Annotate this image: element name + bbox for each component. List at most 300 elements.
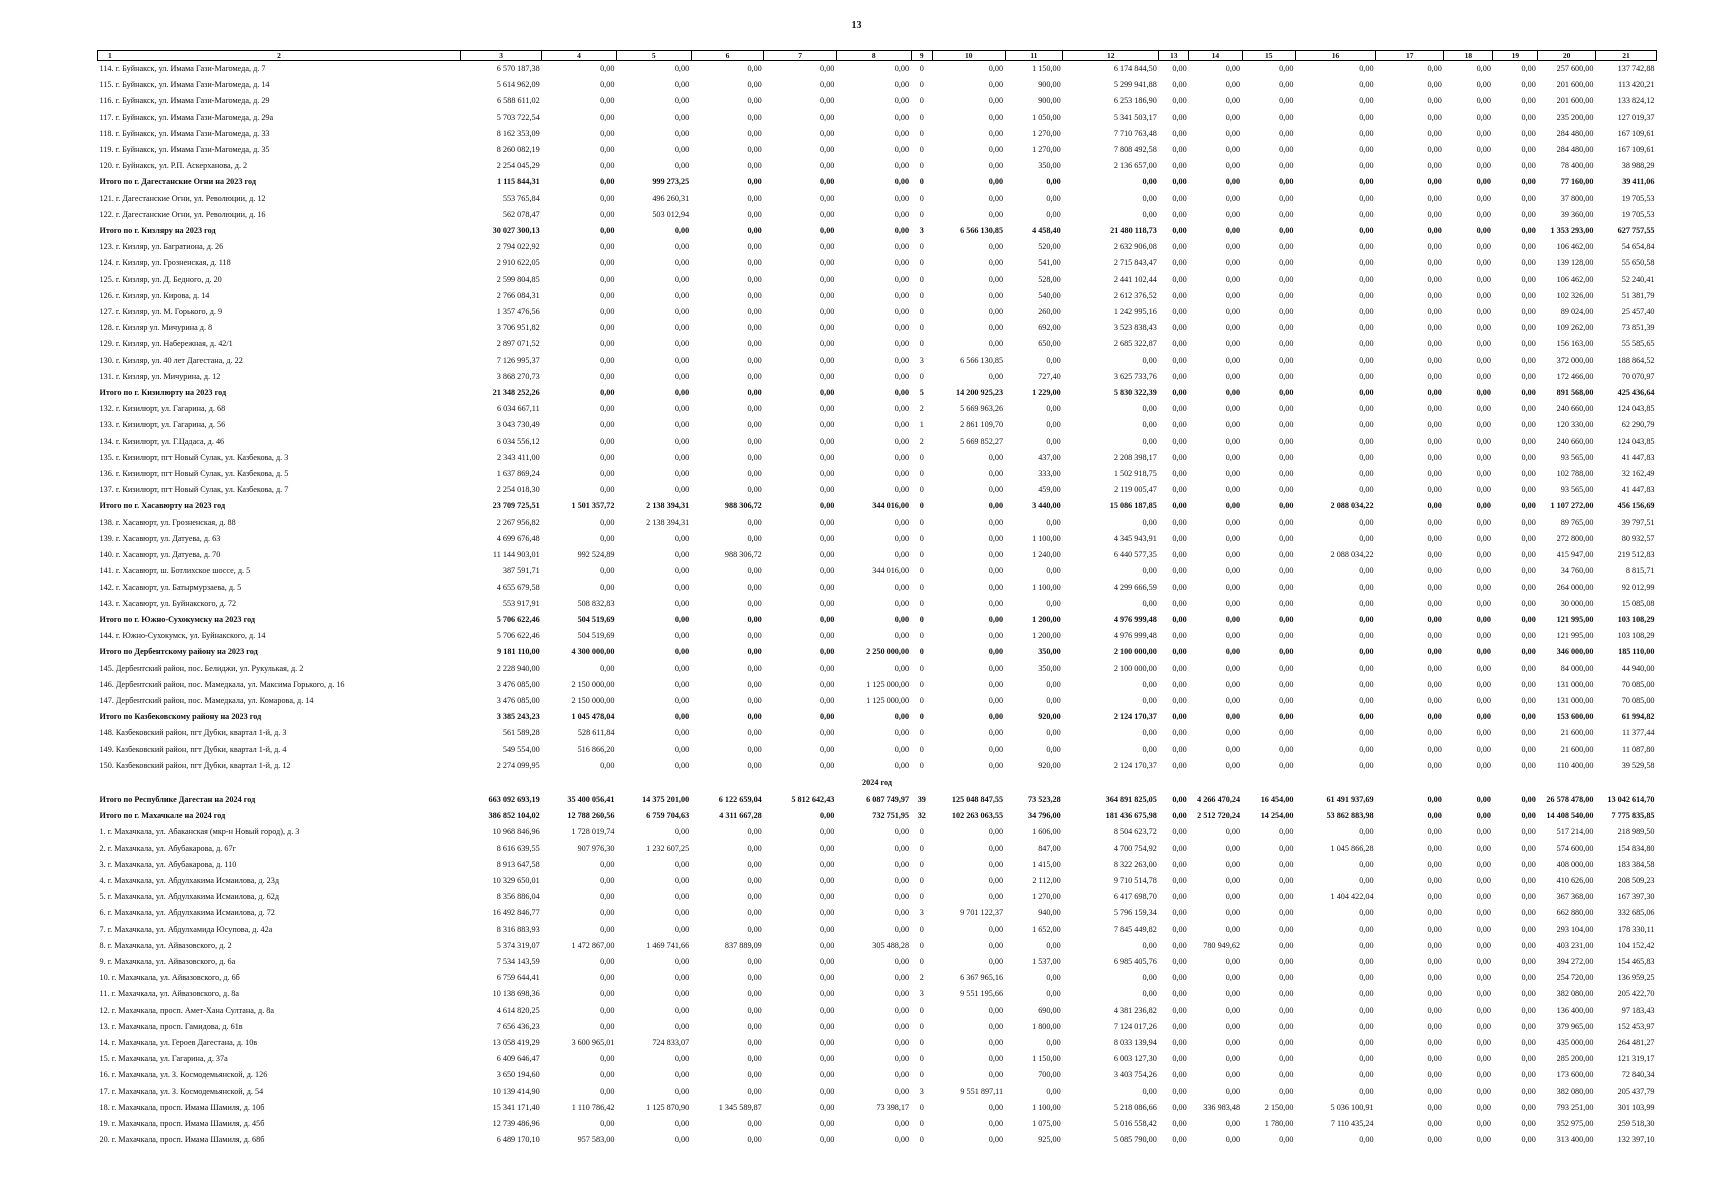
amount-cell: 21 480 118,73 xyxy=(1110,226,1157,236)
amount-cell: 0,00 xyxy=(1476,1037,1491,1047)
amount-cell: 0,00 xyxy=(600,404,615,414)
count-cell: 0 xyxy=(919,1005,924,1015)
amount-cell: 0,00 xyxy=(894,614,910,624)
amount-cell: 293 104,00 xyxy=(1556,924,1594,934)
amount-cell: 0,00 xyxy=(1279,859,1294,869)
amount-cell: 992 524,89 xyxy=(577,550,615,560)
table-row xyxy=(98,450,1657,466)
amount-cell: 0,00 xyxy=(1225,436,1241,446)
amount-cell: 0,00 xyxy=(600,307,615,317)
amount-cell: 0,00 xyxy=(1046,744,1061,754)
amount-cell: 35 400 056,41 xyxy=(567,794,615,804)
amount-cell: 1 242 995,16 xyxy=(1113,307,1157,317)
page-number: 13 xyxy=(851,20,862,31)
amount-cell: 0,00 xyxy=(1225,128,1241,138)
amount-cell: 2 112,00 xyxy=(1032,875,1061,885)
amount-cell: 103 108,29 xyxy=(1617,614,1655,624)
amount-cell: 137 742,88 xyxy=(1617,64,1655,73)
amount-cell: 0,00 xyxy=(820,859,835,869)
table-row xyxy=(98,905,1657,921)
amount-cell: 102 326,00 xyxy=(1556,290,1594,300)
amount-cell: 0,00 xyxy=(1521,1119,1536,1128)
amount-cell: 0,00 xyxy=(1279,290,1294,300)
amount-cell: 0,00 xyxy=(894,1070,910,1080)
amount-cell: 12 788 260,56 xyxy=(567,811,615,821)
amount-cell: 0,00 xyxy=(820,811,835,821)
amount-cell: 5 812 642,43 xyxy=(791,794,835,804)
amount-cell: 0,00 xyxy=(820,744,835,754)
amount-cell: 15 086 187,85 xyxy=(1109,501,1157,511)
amount-cell: 1 229,00 xyxy=(1032,388,1061,398)
amount-cell: 0,00 xyxy=(600,209,615,219)
address-cell: 150. Казбековский район, пгт Дубки, квартал 1-й, д. 12 xyxy=(99,760,291,770)
amount-cell: 12 739 486,96 xyxy=(492,1119,540,1128)
amount-cell: 106 462,00 xyxy=(1556,242,1594,252)
count-cell: 3 xyxy=(919,355,924,365)
amount-cell: 208 509,23 xyxy=(1617,875,1655,885)
amount-cell: 0,00 xyxy=(1521,956,1536,966)
column-header-8: 8 xyxy=(836,51,911,61)
amount-cell: 0,00 xyxy=(1279,940,1294,950)
amount-cell: 14 200 925,23 xyxy=(955,388,1004,398)
amount-cell: 80 932,57 xyxy=(1621,533,1655,543)
amount-cell: 520,00 xyxy=(1038,242,1061,252)
amount-cell: 93 565,00 xyxy=(1560,485,1594,495)
amount-cell: 0,00 xyxy=(1172,940,1187,950)
amount-cell: 0,00 xyxy=(600,1070,615,1080)
amount-cell: 0,00 xyxy=(1172,989,1187,999)
amount-cell: 0,00 xyxy=(820,956,835,966)
column-header-17: 17 xyxy=(1376,51,1444,61)
amount-cell: 0,00 xyxy=(674,1070,690,1080)
amount-cell: 0,00 xyxy=(1279,598,1294,608)
count-cell: 0 xyxy=(919,501,924,511)
amount-cell: 3 476 085,00 xyxy=(496,679,540,689)
amount-cell: 4 381 236,82 xyxy=(1113,1005,1157,1015)
amount-cell: 0,00 xyxy=(1359,647,1374,657)
count-cell: 0 xyxy=(919,744,924,754)
amount-cell: 0,00 xyxy=(1427,436,1442,446)
amount-cell: 0,00 xyxy=(1172,517,1187,527)
amount-cell: 0,00 xyxy=(820,728,835,738)
amount-cell: 0,00 xyxy=(1225,339,1241,349)
amount-cell: 0,00 xyxy=(820,1102,835,1112)
amount-cell: 700,00 xyxy=(1038,1070,1061,1080)
amount-cell: 0,00 xyxy=(600,956,615,966)
amount-cell: 0,00 xyxy=(1172,501,1187,511)
amount-cell: 41 447,83 xyxy=(1621,485,1655,495)
amount-cell: 0,00 xyxy=(747,973,762,983)
amount-cell: 0,00 xyxy=(1427,875,1442,885)
amount-cell: 0,00 xyxy=(1279,712,1294,722)
amount-cell: 0,00 xyxy=(1225,1021,1241,1031)
amount-cell: 1 115 844,31 xyxy=(497,177,540,187)
table-row xyxy=(98,1116,1657,1132)
count-cell: 0 xyxy=(919,274,924,284)
amount-cell: 0,00 xyxy=(1427,924,1442,934)
amount-cell: 0,00 xyxy=(820,1054,835,1064)
amount-cell: 0,00 xyxy=(747,598,762,608)
amount-cell: 0,00 xyxy=(1172,226,1187,236)
amount-cell: 4 311 667,28 xyxy=(719,811,762,821)
amount-cell: 0,00 xyxy=(1225,875,1241,885)
column-header-11: 11 xyxy=(1005,51,1063,61)
amount-cell: 0,00 xyxy=(747,307,762,317)
amount-cell: 0,00 xyxy=(1142,177,1157,187)
amount-cell: 0,00 xyxy=(1046,695,1061,705)
amount-cell: 0,00 xyxy=(988,760,1004,770)
amount-cell: 62 290,79 xyxy=(1621,420,1655,430)
amount-cell: 0,00 xyxy=(747,209,762,219)
amount-cell: 102 788,00 xyxy=(1556,469,1594,479)
amount-cell: 0,00 xyxy=(747,355,762,365)
count-cell: 0 xyxy=(919,323,924,333)
count-cell: 0 xyxy=(919,827,924,837)
amount-cell: 0,00 xyxy=(988,1037,1004,1047)
amount-cell: 0,00 xyxy=(820,1021,835,1031)
amount-cell: 37 800,00 xyxy=(1560,193,1594,203)
amount-cell: 0,00 xyxy=(1279,647,1294,657)
amount-cell: 0,00 xyxy=(1279,1005,1294,1015)
amount-cell: 0,00 xyxy=(1476,64,1491,73)
count-cell: 0 xyxy=(919,258,924,268)
amount-cell: 0,00 xyxy=(1521,533,1536,543)
amount-cell: 0,00 xyxy=(1427,242,1442,252)
amount-cell: 0,00 xyxy=(747,924,762,934)
amount-cell: 1 200,00 xyxy=(1032,614,1061,624)
amount-cell: 0,00 xyxy=(1476,1021,1491,1031)
amount-cell: 0,00 xyxy=(1172,371,1187,381)
amount-cell: 0,00 xyxy=(1172,307,1187,317)
amount-cell: 0,00 xyxy=(820,64,835,73)
amount-cell: 0,00 xyxy=(1427,177,1442,187)
amount-cell: 0,00 xyxy=(1427,712,1442,722)
address-cell: 17. г. Махачкала, ул. З. Космодемьянской, д. 54 xyxy=(99,1086,264,1096)
amount-cell: 4 700 754,92 xyxy=(1113,843,1157,853)
amount-cell: 0,00 xyxy=(1476,550,1491,560)
amount-cell: 0,00 xyxy=(1172,827,1187,837)
amount-cell: 8 504 623,72 xyxy=(1113,827,1157,837)
table-row xyxy=(98,596,1657,612)
amount-cell: 0,00 xyxy=(1521,811,1536,821)
amount-cell: 0,00 xyxy=(1476,1070,1491,1080)
amount-cell: 0,00 xyxy=(820,614,835,624)
amount-cell: 0,00 xyxy=(1476,404,1491,414)
amount-cell: 1 501 357,72 xyxy=(571,501,615,511)
amount-cell: 0,00 xyxy=(820,307,835,317)
amount-cell: 0,00 xyxy=(820,843,835,853)
amount-cell: 0,00 xyxy=(1279,989,1294,999)
amount-cell: 32 162,49 xyxy=(1621,469,1655,479)
amount-cell: 0,00 xyxy=(988,744,1004,754)
amount-cell: 0,00 xyxy=(674,226,690,236)
amount-cell: 0,00 xyxy=(1172,80,1187,90)
amount-cell: 0,00 xyxy=(1521,679,1536,689)
address-cell: Итого по г. Кизляру на 2023 год xyxy=(99,226,216,236)
table-row xyxy=(98,255,1657,271)
amount-cell: 0,00 xyxy=(747,859,762,869)
amount-cell: 0,00 xyxy=(1225,989,1241,999)
amount-cell: 0,00 xyxy=(1359,469,1374,479)
amount-cell: 8 356 886,04 xyxy=(496,892,540,902)
amount-cell: 0,00 xyxy=(1359,323,1374,333)
amount-cell: 0,00 xyxy=(1279,1070,1294,1080)
table-row xyxy=(98,1132,1657,1148)
amount-cell: 121 319,17 xyxy=(1617,1054,1655,1064)
amount-cell: 516 866,20 xyxy=(577,744,615,754)
amount-cell: 0,00 xyxy=(1427,209,1442,219)
amount-cell: 0,00 xyxy=(747,1054,762,1064)
amount-cell: 900,00 xyxy=(1038,80,1061,90)
amount-cell: 0,00 xyxy=(988,598,1004,608)
amount-cell: 0,00 xyxy=(894,64,910,73)
amount-cell: 0,00 xyxy=(1279,323,1294,333)
amount-cell: 0,00 xyxy=(894,760,910,770)
amount-cell: 459,00 xyxy=(1038,485,1061,495)
amount-cell: 0,00 xyxy=(1427,728,1442,738)
table-row xyxy=(98,401,1657,417)
table-row xyxy=(98,954,1657,970)
amount-cell: 0,00 xyxy=(988,339,1004,349)
amount-cell: 0,00 xyxy=(747,469,762,479)
count-cell: 0 xyxy=(919,1119,924,1128)
amount-cell: 0,00 xyxy=(600,436,615,446)
count-cell: 0 xyxy=(919,892,924,902)
amount-cell: 6 122 659,04 xyxy=(718,794,762,804)
amount-cell: 0,00 xyxy=(600,128,615,138)
amount-cell: 0,00 xyxy=(894,388,910,398)
amount-cell: 52 240,41 xyxy=(1621,274,1655,284)
section-year-label: 2024 год xyxy=(862,777,892,787)
amount-cell: 1 415,00 xyxy=(1032,859,1061,869)
amount-cell: 0,00 xyxy=(988,1119,1004,1128)
amount-cell: 0,00 xyxy=(894,989,910,999)
amount-cell: 0,00 xyxy=(1476,112,1491,122)
table-row xyxy=(98,1035,1657,1051)
amount-cell: 0,00 xyxy=(1521,307,1536,317)
amount-cell: 0,00 xyxy=(1476,875,1491,885)
amount-cell: 0,00 xyxy=(1476,1005,1491,1015)
table-row xyxy=(98,1019,1657,1035)
table-row xyxy=(98,889,1657,905)
amount-cell: 0,00 xyxy=(600,533,615,543)
amount-cell: 8 616 639,55 xyxy=(496,843,540,853)
amount-cell: 313 400,00 xyxy=(1556,1135,1594,1145)
amount-cell: 0,00 xyxy=(894,1005,910,1015)
amount-cell: 1 045 866,28 xyxy=(1330,843,1374,853)
count-cell: 0 xyxy=(919,728,924,738)
amount-cell: 77 160,00 xyxy=(1560,177,1594,187)
amount-cell: 0,00 xyxy=(894,80,910,90)
amount-cell: 0,00 xyxy=(1359,80,1374,90)
amount-cell: 188 864,52 xyxy=(1617,355,1655,365)
amount-cell: 0,00 xyxy=(1046,193,1061,203)
table-row xyxy=(98,142,1657,158)
amount-cell: 14 408 540,00 xyxy=(1546,811,1594,821)
amount-cell: 4 614 820,25 xyxy=(496,1005,540,1015)
amount-cell: 2 136 657,00 xyxy=(1113,161,1157,171)
amount-cell: 0,00 xyxy=(1279,760,1294,770)
count-cell: 3 xyxy=(919,226,924,236)
amount-cell: 0,00 xyxy=(1142,728,1157,738)
amount-cell: 0,00 xyxy=(1476,371,1491,381)
amount-cell: 0,00 xyxy=(674,760,690,770)
amount-cell: 692,00 xyxy=(1038,323,1061,333)
amount-cell: 0,00 xyxy=(1172,388,1187,398)
amount-cell: 0,00 xyxy=(600,924,615,934)
amount-cell: 0,00 xyxy=(1172,112,1187,122)
amount-cell: 0,00 xyxy=(1225,1005,1241,1015)
table-row xyxy=(98,191,1657,207)
amount-cell: 0,00 xyxy=(674,258,690,268)
column-number-row xyxy=(98,51,1657,61)
column-header-9: 9 xyxy=(911,51,932,61)
address-cell: 117. г. Буйнакск, ул. Имама Гази-Магомеда, д. 29а xyxy=(99,112,274,122)
amount-cell: 0,00 xyxy=(1427,307,1442,317)
amount-cell: 0,00 xyxy=(600,892,615,902)
amount-cell: 0,00 xyxy=(820,404,835,414)
amount-cell: 0,00 xyxy=(747,582,762,592)
amount-cell: 435 000,00 xyxy=(1556,1037,1594,1047)
amount-cell: 2 124 170,37 xyxy=(1113,712,1157,722)
amount-cell: 3 043 730,49 xyxy=(496,420,540,430)
amount-cell: 5 669 963,26 xyxy=(960,404,1004,414)
amount-cell: 0,00 xyxy=(1521,193,1536,203)
amount-cell: 0,00 xyxy=(1279,566,1294,576)
amount-cell: 0,00 xyxy=(1476,892,1491,902)
amount-cell: 0,00 xyxy=(1225,64,1241,73)
address-cell: 135. г. Кизилюрт, пгт Новый Сулак, ул. Казбекова, д. 3 xyxy=(99,452,289,462)
amount-cell: 0,00 xyxy=(674,908,690,918)
count-cell: 2 xyxy=(919,436,924,446)
amount-cell: 0,00 xyxy=(1142,598,1157,608)
amount-cell: 0,00 xyxy=(674,1135,690,1145)
amount-cell: 0,00 xyxy=(1427,1037,1442,1047)
amount-cell: 0,00 xyxy=(1279,96,1294,106)
count-cell: 3 xyxy=(919,989,924,999)
amount-cell: 0,00 xyxy=(1476,339,1491,349)
amount-cell: 0,00 xyxy=(820,566,835,576)
amount-cell: 0,00 xyxy=(1427,908,1442,918)
amount-cell: 0,00 xyxy=(1427,80,1442,90)
amount-cell: 0,00 xyxy=(1279,695,1294,705)
table-row xyxy=(98,320,1657,336)
count-cell: 0 xyxy=(919,128,924,138)
amount-cell: 0,00 xyxy=(674,695,690,705)
amount-cell: 15 341 171,40 xyxy=(492,1102,540,1112)
amount-cell: 0,00 xyxy=(1279,827,1294,837)
amount-cell: 0,00 xyxy=(988,956,1004,966)
amount-cell: 0,00 xyxy=(1521,517,1536,527)
amount-cell: 0,00 xyxy=(1476,1102,1491,1112)
table-row xyxy=(98,158,1657,174)
amount-cell: 6 588 611,02 xyxy=(497,96,540,106)
amount-cell: 110 400,00 xyxy=(1556,760,1594,770)
amount-cell: 55 650,58 xyxy=(1621,258,1655,268)
amount-cell: 5 614 962,09 xyxy=(496,80,540,90)
amount-cell: 0,00 xyxy=(820,420,835,430)
amount-cell: 0,00 xyxy=(1427,760,1442,770)
amount-cell: 0,00 xyxy=(674,956,690,966)
amount-cell: 0,00 xyxy=(1225,679,1241,689)
amount-cell: 0,00 xyxy=(1359,760,1374,770)
amount-cell: 9 701 122,37 xyxy=(960,908,1004,918)
amount-cell: 127 019,37 xyxy=(1617,112,1655,122)
amount-cell: 344 016,00 xyxy=(872,566,910,576)
amount-cell: 0,00 xyxy=(894,355,910,365)
amount-cell: 0,00 xyxy=(1359,274,1374,284)
amount-cell: 0,00 xyxy=(820,242,835,252)
amount-cell: 0,00 xyxy=(1521,973,1536,983)
amount-cell: 0,00 xyxy=(600,323,615,333)
amount-cell: 0,00 xyxy=(1476,695,1491,705)
amount-cell: 0,00 xyxy=(1225,517,1241,527)
amount-cell: 11 377,44 xyxy=(1622,728,1655,738)
amount-cell: 0,00 xyxy=(1172,258,1187,268)
table-row xyxy=(98,434,1657,450)
amount-cell: 0,00 xyxy=(894,1135,910,1145)
column-header-19: 19 xyxy=(1493,51,1538,61)
amount-cell: 0,00 xyxy=(988,290,1004,300)
amount-cell: 0,00 xyxy=(747,1135,762,1145)
address-cell: 129. г. Кизляр, ул. Набережная, д. 42/1 xyxy=(99,339,233,349)
amount-cell: 0,00 xyxy=(1521,647,1536,657)
amount-cell: 0,00 xyxy=(1225,712,1241,722)
amount-cell: 0,00 xyxy=(1046,355,1061,365)
amount-cell: 54 654,84 xyxy=(1621,242,1655,252)
amount-cell: 0,00 xyxy=(600,80,615,90)
amount-cell: 0,00 xyxy=(1476,274,1491,284)
amount-cell: 0,00 xyxy=(894,290,910,300)
amount-cell: 0,00 xyxy=(1427,744,1442,754)
amount-cell: 0,00 xyxy=(600,1054,615,1064)
amount-cell: 0,00 xyxy=(674,80,690,90)
amount-cell: 14 254,00 xyxy=(1260,811,1294,821)
amount-cell: 0,00 xyxy=(600,161,615,171)
amount-cell: 8 316 883,93 xyxy=(496,924,540,934)
amount-cell: 1 107 272,00 xyxy=(1550,501,1594,511)
amount-cell: 0,00 xyxy=(1521,989,1536,999)
amount-cell: 0,00 xyxy=(894,242,910,252)
amount-cell: 920,00 xyxy=(1038,712,1061,722)
amount-cell: 0,00 xyxy=(674,323,690,333)
amount-cell: 0,00 xyxy=(1476,517,1491,527)
amount-cell: 0,00 xyxy=(1172,631,1187,641)
amount-cell: 0,00 xyxy=(894,973,910,983)
amount-cell: 139 128,00 xyxy=(1556,258,1594,268)
amount-cell: 78 400,00 xyxy=(1560,161,1594,171)
amount-cell: 0,00 xyxy=(1476,485,1491,495)
amount-cell: 1 075,00 xyxy=(1032,1119,1061,1128)
amount-cell: 6 003 127,30 xyxy=(1113,1054,1157,1064)
amount-cell: 3 385 243,23 xyxy=(496,712,540,722)
amount-cell: 0,00 xyxy=(1172,339,1187,349)
count-cell: 0 xyxy=(919,924,924,934)
table-row xyxy=(98,986,1657,1002)
amount-cell: 3 650 194,60 xyxy=(496,1070,540,1080)
address-cell: Итого по г. Хасавюрту на 2023 год xyxy=(99,501,226,511)
amount-cell: 0,00 xyxy=(1476,355,1491,365)
amount-cell: 0,00 xyxy=(894,452,910,462)
amount-cell: 1 780,00 xyxy=(1264,1119,1294,1128)
table-row xyxy=(98,77,1657,93)
amount-cell: 0,00 xyxy=(1225,1037,1241,1047)
amount-cell: 0,00 xyxy=(1142,209,1157,219)
amount-cell: 0,00 xyxy=(1359,728,1374,738)
amount-cell: 0,00 xyxy=(1225,533,1241,543)
address-cell: Итого по г. Кизилюрту на 2023 год xyxy=(99,388,227,398)
amount-cell: 372 000,00 xyxy=(1556,355,1594,365)
